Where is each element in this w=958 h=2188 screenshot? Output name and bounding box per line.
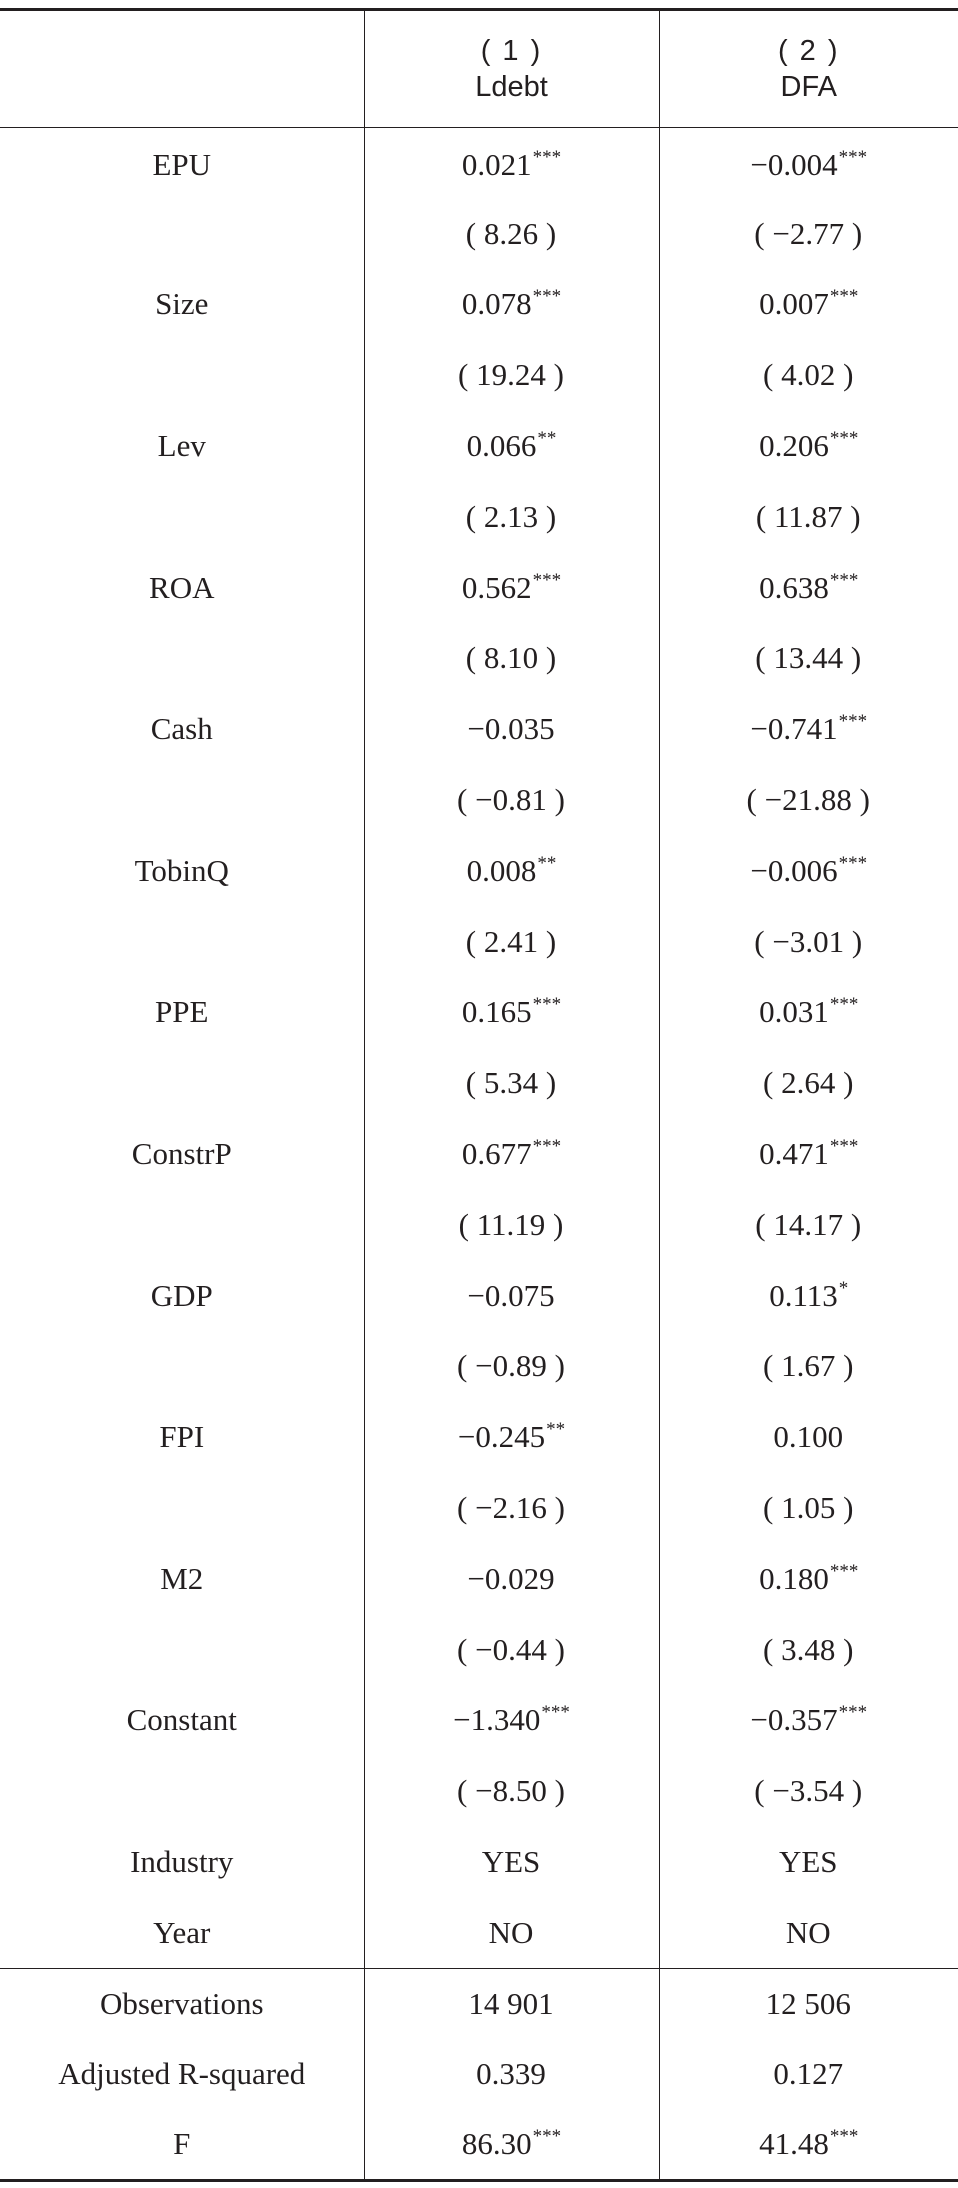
table-row xyxy=(0,481,958,552)
row-label xyxy=(0,765,364,836)
table-row xyxy=(0,1614,958,1685)
significance-stars: *** xyxy=(838,711,868,733)
table-row xyxy=(0,1189,958,1260)
cell-ldebt xyxy=(364,1827,659,1898)
cell-dfa xyxy=(659,269,958,340)
cell-value: ( 4.02 ) xyxy=(763,357,854,393)
cell-value: ( −21.88 ) xyxy=(746,782,870,818)
cell-value: 0.021 xyxy=(461,147,532,183)
cell-value: 0.206 xyxy=(759,428,829,464)
cell-ldebt xyxy=(364,1756,659,1827)
significance-stars: *** xyxy=(829,994,859,1016)
cell-ldebt xyxy=(364,411,659,482)
table-row xyxy=(0,835,958,906)
cell-ldebt xyxy=(364,1968,659,2039)
cell-value: 12 506 xyxy=(765,1985,851,2021)
cell-dfa xyxy=(659,1756,958,1827)
significance-stars: * xyxy=(838,1277,849,1299)
significance-stars: *** xyxy=(532,1136,562,1158)
cell-dfa xyxy=(659,694,958,765)
row-label: F xyxy=(0,2110,364,2181)
cell-value: 0.007 xyxy=(759,286,829,322)
cell-ldebt xyxy=(364,1189,659,1260)
cell-dfa xyxy=(659,481,958,552)
cell-dfa xyxy=(659,1614,958,1685)
cell-value: ( −3.54 ) xyxy=(754,1773,863,1809)
table-row xyxy=(0,1897,958,1968)
cell-dfa xyxy=(659,1685,958,1756)
cell-value: YES xyxy=(778,1844,838,1880)
row-label: Size xyxy=(155,286,209,322)
row-label: Year xyxy=(153,1914,211,1950)
significance-stars: *** xyxy=(829,1560,859,1582)
cell-value: 0.113 xyxy=(769,1277,838,1313)
table-row xyxy=(0,977,958,1048)
cell-ldebt xyxy=(364,1543,659,1614)
row-label xyxy=(0,1756,364,1827)
cell-value: ( −8.50 ) xyxy=(457,1773,565,1809)
table-row xyxy=(0,1685,958,1756)
cell-dfa xyxy=(659,340,958,411)
cell-dfa xyxy=(659,2110,958,2181)
cell-dfa xyxy=(659,623,958,694)
cell-value: −0.245 xyxy=(457,1419,546,1455)
cell-value: ( 5.34 ) xyxy=(465,1065,557,1101)
row-label: Cash xyxy=(150,711,213,747)
cell-ldebt xyxy=(364,269,659,340)
header-name: DFA xyxy=(780,71,837,103)
cell-value: 0.180 xyxy=(759,1560,829,1596)
cell-ldebt xyxy=(364,1685,659,1756)
significance-stars: *** xyxy=(532,2126,562,2148)
header-name: Ldebt xyxy=(475,71,548,103)
row-label: Lev xyxy=(157,428,206,464)
cell-dfa xyxy=(659,1543,958,1614)
row-label: PPE xyxy=(155,994,209,1030)
table-row xyxy=(0,765,958,836)
significance-stars: *** xyxy=(532,569,562,591)
table-row xyxy=(0,269,958,340)
table-row xyxy=(0,128,958,199)
row-label: ROA xyxy=(149,569,215,605)
row-label: EPU xyxy=(152,147,212,183)
significance-stars: *** xyxy=(532,286,562,308)
row-label xyxy=(0,906,364,977)
row-label: Observations xyxy=(0,1968,364,2039)
table-row xyxy=(0,1473,958,1544)
cell-ldebt xyxy=(364,835,659,906)
row-label xyxy=(0,198,364,269)
table-row xyxy=(0,2039,958,2110)
cell-value: 0.165 xyxy=(461,994,532,1030)
header-row xyxy=(0,10,958,128)
cell-value: −1.340 xyxy=(453,1702,541,1738)
cell-value: ( 2.41 ) xyxy=(465,923,557,959)
cell-value: 0.638 xyxy=(759,569,829,605)
significance-stars: *** xyxy=(829,2126,859,2148)
row-label: TobinQ xyxy=(134,852,229,888)
cell-ldebt xyxy=(364,1614,659,1685)
cell-dfa xyxy=(659,1473,958,1544)
significance-stars: *** xyxy=(532,147,562,169)
cell-value: ( 13.44 ) xyxy=(755,640,862,676)
table-row xyxy=(0,1331,958,1402)
header-number: ( 2 ) xyxy=(777,35,840,67)
table-row xyxy=(0,198,958,269)
table-body xyxy=(0,128,958,1969)
cell-ldebt xyxy=(364,198,659,269)
cell-dfa xyxy=(659,1260,958,1331)
significance-stars: *** xyxy=(541,1702,570,1724)
table-row xyxy=(0,1756,958,1827)
cell-dfa xyxy=(659,1331,958,1402)
cell-value: YES xyxy=(481,1844,541,1880)
row-label: GDP xyxy=(150,1277,213,1313)
cell-ldebt xyxy=(364,340,659,411)
cell-value: 0.339 xyxy=(476,2056,546,2092)
cell-ldebt xyxy=(364,906,659,977)
cell-ldebt xyxy=(364,481,659,552)
header-cell-variable xyxy=(0,10,364,128)
cell-value: ( −3.01 ) xyxy=(754,923,863,959)
cell-value: ( 14.17 ) xyxy=(755,1206,862,1242)
cell-value: −0.029 xyxy=(467,1560,555,1596)
row-label xyxy=(0,623,364,694)
cell-value: −0.741 xyxy=(750,711,838,747)
cell-value: ( −2.77 ) xyxy=(754,215,863,251)
table-row xyxy=(0,1968,958,2039)
table-row xyxy=(0,623,958,694)
cell-ldebt xyxy=(364,1048,659,1119)
significance-stars: ** xyxy=(537,852,557,874)
regression-table-container xyxy=(0,8,958,2182)
cell-value: 0.127 xyxy=(773,2056,844,2092)
table-row xyxy=(0,694,958,765)
cell-value: −0.357 xyxy=(750,1702,838,1738)
table-row xyxy=(0,552,958,623)
cell-ldebt xyxy=(364,1119,659,1190)
cell-dfa xyxy=(659,1048,958,1119)
cell-value: 41.48 xyxy=(759,2126,829,2162)
cell-ldebt xyxy=(364,694,659,765)
cell-dfa xyxy=(659,1189,958,1260)
cell-dfa xyxy=(659,1402,958,1473)
cell-ldebt xyxy=(364,1331,659,1402)
table-row xyxy=(0,1260,958,1331)
cell-value: −0.035 xyxy=(467,711,555,747)
row-label xyxy=(0,1473,364,1544)
table-row xyxy=(0,1543,958,1614)
row-label xyxy=(0,340,364,411)
row-label: ConstrP xyxy=(131,1136,232,1172)
significance-stars: ** xyxy=(537,428,557,450)
header-number: ( 1 ) xyxy=(480,35,543,67)
cell-value: ( 1.67 ) xyxy=(763,1348,854,1384)
cell-ldebt xyxy=(364,1402,659,1473)
cell-value: ( 2.13 ) xyxy=(465,498,557,534)
significance-stars: *** xyxy=(829,286,859,308)
significance-stars: *** xyxy=(829,569,859,591)
table-row xyxy=(0,2110,958,2181)
table-row xyxy=(0,1402,958,1473)
cell-ldebt xyxy=(364,623,659,694)
cell-ldebt xyxy=(364,1260,659,1331)
significance-stars: *** xyxy=(838,852,868,874)
cell-value: −0.004 xyxy=(750,147,838,183)
significance-stars: *** xyxy=(838,1702,868,1724)
cell-value: ( 19.24 ) xyxy=(458,357,564,393)
table-row xyxy=(0,1119,958,1190)
cell-dfa xyxy=(659,552,958,623)
row-label xyxy=(0,1048,364,1119)
cell-value: ( 11.19 ) xyxy=(458,1206,564,1242)
cell-value: ( 11.87 ) xyxy=(755,498,861,534)
cell-dfa xyxy=(659,128,958,199)
cell-value: −0.075 xyxy=(467,1277,555,1313)
cell-value: ( −0.44 ) xyxy=(457,1631,565,1667)
cell-dfa xyxy=(659,1897,958,1968)
table-row xyxy=(0,340,958,411)
cell-value: ( 1.05 ) xyxy=(763,1490,854,1526)
cell-dfa xyxy=(659,198,958,269)
cell-dfa xyxy=(659,411,958,482)
row-label: Adjusted R-squared xyxy=(58,2056,306,2092)
row-label: FPI xyxy=(159,1419,205,1455)
cell-value: ( −0.89 ) xyxy=(457,1348,565,1384)
cell-dfa xyxy=(659,1827,958,1898)
cell-ldebt xyxy=(364,128,659,199)
cell-value: 0.008 xyxy=(466,852,537,888)
header-cell-model-1 xyxy=(364,10,659,128)
table-header xyxy=(0,10,958,128)
regression-table xyxy=(0,8,958,2182)
cell-value: ( −2.16 ) xyxy=(457,1490,565,1526)
row-label: Constant xyxy=(126,1702,237,1738)
table-row xyxy=(0,1827,958,1898)
cell-value: NO xyxy=(488,1914,534,1950)
table-row xyxy=(0,906,958,977)
cell-dfa xyxy=(659,906,958,977)
cell-dfa xyxy=(659,2039,958,2110)
cell-dfa xyxy=(659,977,958,1048)
cell-dfa xyxy=(659,835,958,906)
cell-value: 0.078 xyxy=(461,286,532,322)
cell-ldebt xyxy=(364,1897,659,1968)
cell-value: ( 3.48 ) xyxy=(763,1631,854,1667)
cell-dfa xyxy=(659,765,958,836)
cell-ldebt xyxy=(364,552,659,623)
cell-ldebt xyxy=(364,2110,659,2181)
cell-value: ( 8.26 ) xyxy=(465,215,557,251)
significance-stars: ** xyxy=(546,1419,566,1441)
row-label xyxy=(0,1189,364,1260)
header-cell-model-2 xyxy=(659,10,958,128)
row-label: M2 xyxy=(160,1560,204,1596)
cell-ldebt xyxy=(364,977,659,1048)
cell-value: 86.30 xyxy=(461,2126,532,2162)
cell-value: 0.471 xyxy=(759,1136,829,1172)
cell-ldebt xyxy=(364,1473,659,1544)
row-label xyxy=(0,1331,364,1402)
significance-stars: *** xyxy=(829,1136,859,1158)
row-label xyxy=(0,1614,364,1685)
cell-value: −0.006 xyxy=(750,852,838,888)
cell-value: 0.100 xyxy=(773,1419,844,1455)
cell-value: 14 901 xyxy=(468,1985,554,2021)
cell-ldebt xyxy=(364,765,659,836)
cell-value: 0.031 xyxy=(759,994,829,1030)
row-label xyxy=(0,481,364,552)
row-label: Industry xyxy=(130,1844,234,1880)
significance-stars: *** xyxy=(829,428,859,450)
cell-value: 0.677 xyxy=(461,1136,532,1172)
cell-value: ( 2.64 ) xyxy=(763,1065,854,1101)
significance-stars: *** xyxy=(838,147,868,169)
cell-value: ( 8.10 ) xyxy=(465,640,557,676)
cell-dfa xyxy=(659,1119,958,1190)
cell-dfa xyxy=(659,1968,958,2039)
cell-ldebt xyxy=(364,2039,659,2110)
table-row xyxy=(0,1048,958,1119)
cell-value: ( −0.81 ) xyxy=(457,782,565,818)
significance-stars: *** xyxy=(532,994,562,1016)
cell-value: 0.066 xyxy=(466,428,537,464)
cell-value: 0.562 xyxy=(461,569,532,605)
cell-value: NO xyxy=(785,1914,831,1950)
table-row xyxy=(0,411,958,482)
table-footer xyxy=(0,1968,958,2180)
